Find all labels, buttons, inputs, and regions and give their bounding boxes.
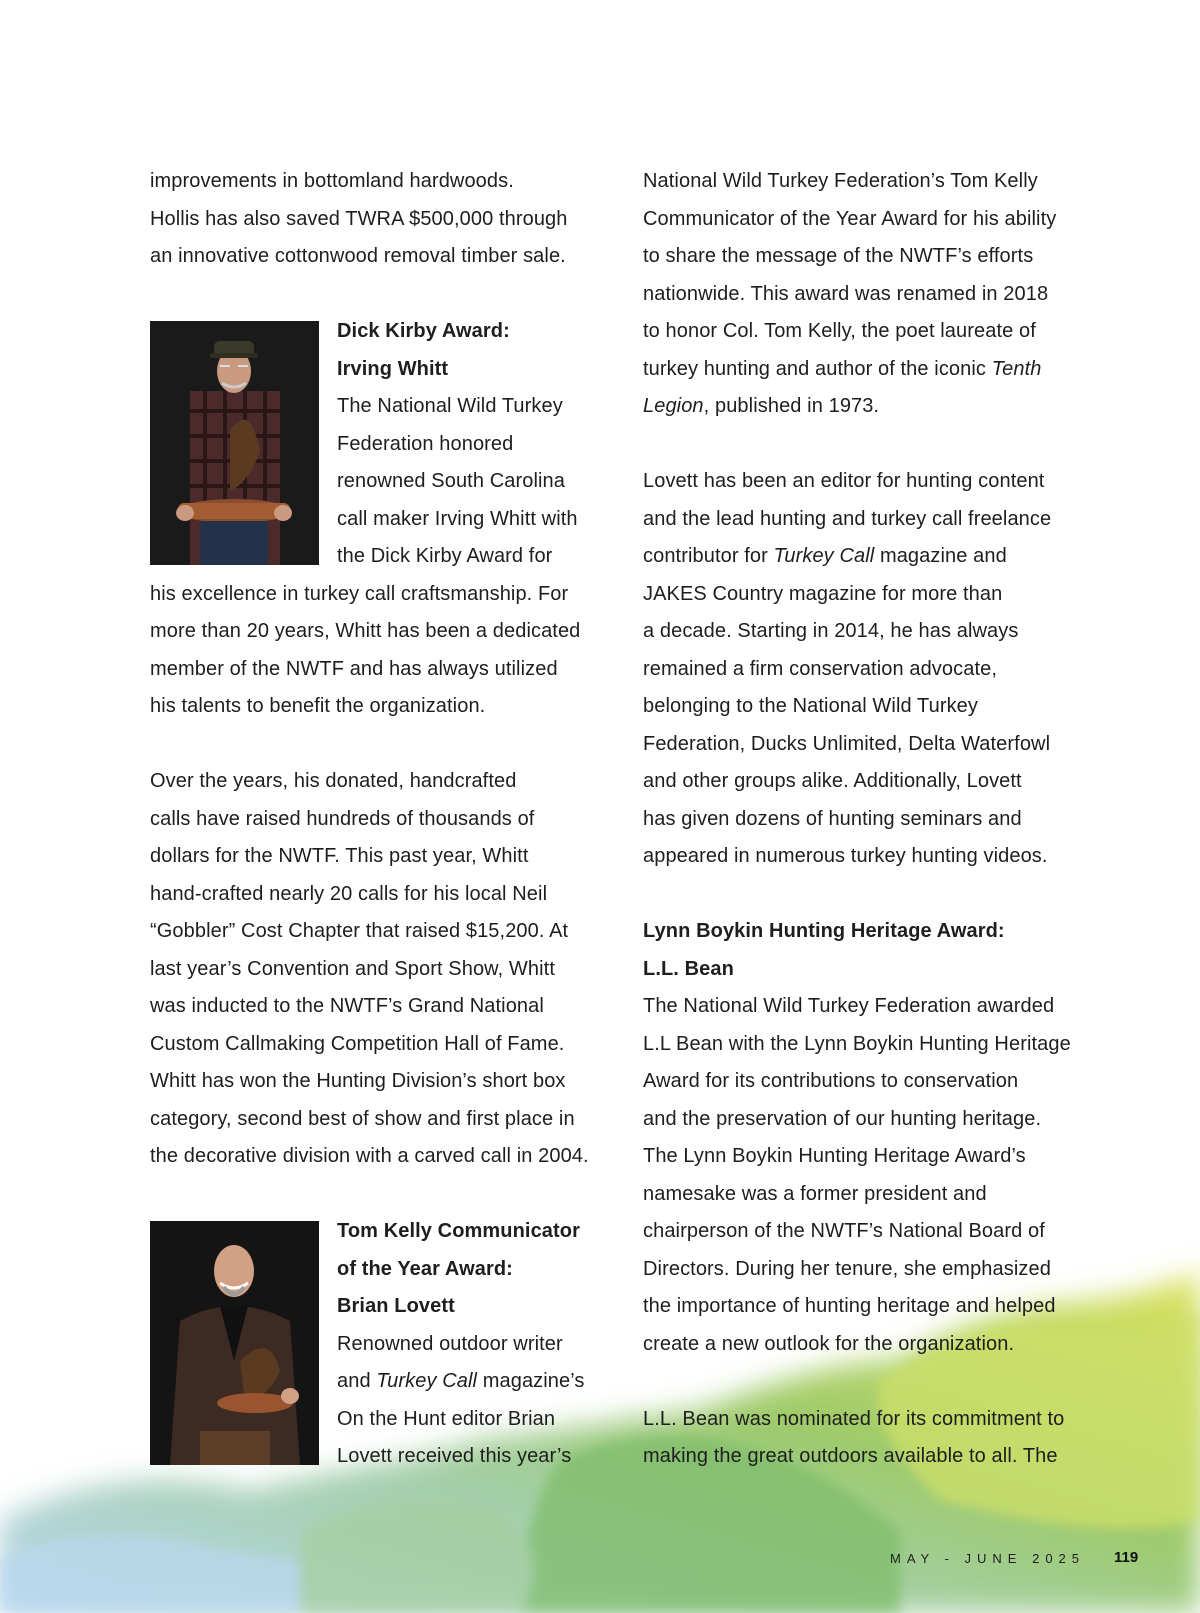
lovett-para-line: belonging to the National Wild Turkey bbox=[643, 695, 978, 717]
kirby-para2-line: hand-crafted nearly 20 calls for his local Neil bbox=[150, 882, 548, 905]
irving-whitt-photo bbox=[150, 321, 319, 565]
boykin-body-line: create a new outlook for the organization. bbox=[643, 1332, 1015, 1355]
brian-lovett-photo bbox=[150, 1221, 319, 1465]
lovett-para-line: and other groups alike. Additionally, Lovett bbox=[643, 770, 1022, 792]
issue-date: MAY - JUNE 2025 bbox=[890, 1551, 1086, 1566]
intro-line: improvements in bottomland hardwoods. bbox=[150, 170, 514, 192]
boykin-body-line: namesake was a former president and bbox=[643, 1182, 987, 1205]
lovett-para-line: a decade. Starting in 2014, he has always bbox=[643, 620, 1019, 642]
kirby-body-line: Federation honored bbox=[337, 432, 514, 455]
intro-line: Hollis has also saved TWRA $500,000 through bbox=[150, 207, 568, 230]
kelly-body-line: Renowned outdoor writer bbox=[337, 1332, 563, 1355]
kirby-body-line: his talents to benefit the organization. bbox=[150, 695, 486, 717]
kirby-para2-line: was inducted to the NWTF’s Grand National bbox=[150, 995, 544, 1017]
boykin-award-recipient: L.L. Bean bbox=[643, 957, 734, 980]
kirby-para2-line: category, second best of show and first place in bbox=[150, 1107, 575, 1130]
kirby-award-title: Dick Kirby Award: bbox=[337, 320, 510, 342]
kelly-award-recipient: Brian Lovett bbox=[337, 1295, 455, 1317]
lovett-para-line: appeared in numerous turkey hunting videos. bbox=[643, 845, 1048, 867]
intro-line: an innovative cottonwood removal timber sale. bbox=[150, 245, 566, 267]
boykin-body-line: Directors. During her tenure, she emphasized bbox=[643, 1257, 1051, 1280]
boykin-body-line: L.L Bean with the Lynn Boykin Hunting Heritage bbox=[643, 1032, 1071, 1055]
boykin-body-line: the importance of hunting heritage and helped bbox=[643, 1295, 1056, 1317]
boykin-para2-line: L.L. Bean was nominated for its commitment to bbox=[643, 1407, 1065, 1430]
kirby-para2-line: Custom Callmaking Competition Hall of Fame. bbox=[150, 1032, 565, 1055]
kelly-cont-line: to share the message of the NWTF’s efforts bbox=[643, 245, 1034, 267]
kelly-cont-line: Legion, published in 1973. bbox=[643, 395, 880, 417]
kirby-para2-line: Whitt has won the Hunting Division’s short box bbox=[150, 1070, 566, 1092]
lovett-para-line: remained a firm conservation advocate, bbox=[643, 657, 997, 680]
kirby-para2-line: Over the years, his donated, handcrafted bbox=[150, 770, 517, 792]
kirby-award-recipient: Irving Whitt bbox=[337, 357, 449, 380]
kelly-body-line: Lovett received this year’s bbox=[337, 1445, 572, 1467]
lovett-para-line: contributor for Turkey Call magazine and bbox=[643, 545, 1007, 567]
kirby-body-line: The National Wild Turkey bbox=[337, 395, 563, 417]
boykin-body-line: chairperson of the NWTF’s National Board of bbox=[643, 1220, 1045, 1242]
kelly-cont-line: National Wild Turkey Federation’s Tom Kelly bbox=[643, 170, 1038, 192]
kirby-para2-line: last year’s Convention and Sport Show, Whitt bbox=[150, 957, 555, 980]
kirby-body-line: his excellence in turkey call craftsmanship. For bbox=[150, 582, 569, 605]
kelly-cont-line: nationwide. This award was renamed in 2018 bbox=[643, 282, 1049, 305]
kelly-body-line: On the Hunt editor Brian bbox=[337, 1407, 556, 1430]
boykin-body-line: and the preservation of our hunting heritage. bbox=[643, 1107, 1042, 1130]
kirby-body-line: call maker Irving Whitt with bbox=[337, 507, 578, 530]
page-number: 119 bbox=[1114, 1549, 1139, 1566]
kirby-para2-line: “Gobbler” Cost Chapter that raised $15,200. At bbox=[150, 920, 569, 942]
boykin-body-line: Award for its contributions to conservation bbox=[643, 1070, 1019, 1092]
kirby-para2-line: calls have raised hundreds of thousands of bbox=[150, 807, 535, 830]
lovett-para-line: has given dozens of hunting seminars and bbox=[643, 807, 1022, 830]
kelly-cont-line: to honor Col. Tom Kelly, the poet laureate of bbox=[643, 320, 1036, 342]
lovett-para-line: Federation, Ducks Unlimited, Delta Waterfowl bbox=[643, 732, 1051, 755]
kirby-body-line: member of the NWTF and has always utilized bbox=[150, 657, 558, 680]
boykin-award-title: Lynn Boykin Hunting Heritage Award: bbox=[643, 920, 1005, 942]
kelly-cont-line: turkey hunting and author of the iconic Tenth bbox=[643, 357, 1042, 380]
magazine-title: Turkey Call bbox=[773, 545, 875, 567]
boykin-body-line: The Lynn Boykin Hunting Heritage Award’s bbox=[643, 1145, 1026, 1167]
kirby-para2-line: dollars for the NWTF. This past year, Whitt bbox=[150, 845, 529, 867]
kelly-body-line: and Turkey Call magazine’s bbox=[337, 1370, 585, 1392]
kirby-para2-line: the decorative division with a carved call in 2004. bbox=[150, 1145, 589, 1167]
kirby-body-line: more than 20 years, Whitt has been a dedicated bbox=[150, 620, 581, 642]
book-title: Legion bbox=[643, 395, 704, 417]
book-title: Tenth bbox=[991, 357, 1042, 380]
lovett-para-line: and the lead hunting and turkey call freelance bbox=[643, 507, 1052, 530]
kelly-cont-line: Communicator of the Year Award for his ability bbox=[643, 207, 1057, 230]
lovett-para-line: JAKES Country magazine for more than bbox=[643, 582, 1003, 605]
kelly-award-title: Tom Kelly Communicator bbox=[337, 1220, 580, 1242]
kirby-body-line: renowned South Carolina bbox=[337, 470, 566, 492]
kirby-body-line: the Dick Kirby Award for bbox=[337, 545, 553, 567]
boykin-body-line: The National Wild Turkey Federation awarded bbox=[643, 995, 1055, 1017]
lovett-para-line: Lovett has been an editor for hunting content bbox=[643, 470, 1045, 492]
left-column bbox=[150, 163, 595, 1476]
magazine-title: Turkey Call bbox=[376, 1370, 478, 1392]
right-column bbox=[643, 163, 1098, 1476]
kelly-award-title: of the Year Award: bbox=[337, 1257, 513, 1280]
boykin-para2-line: making the great outdoors available to all. The bbox=[643, 1445, 1058, 1467]
